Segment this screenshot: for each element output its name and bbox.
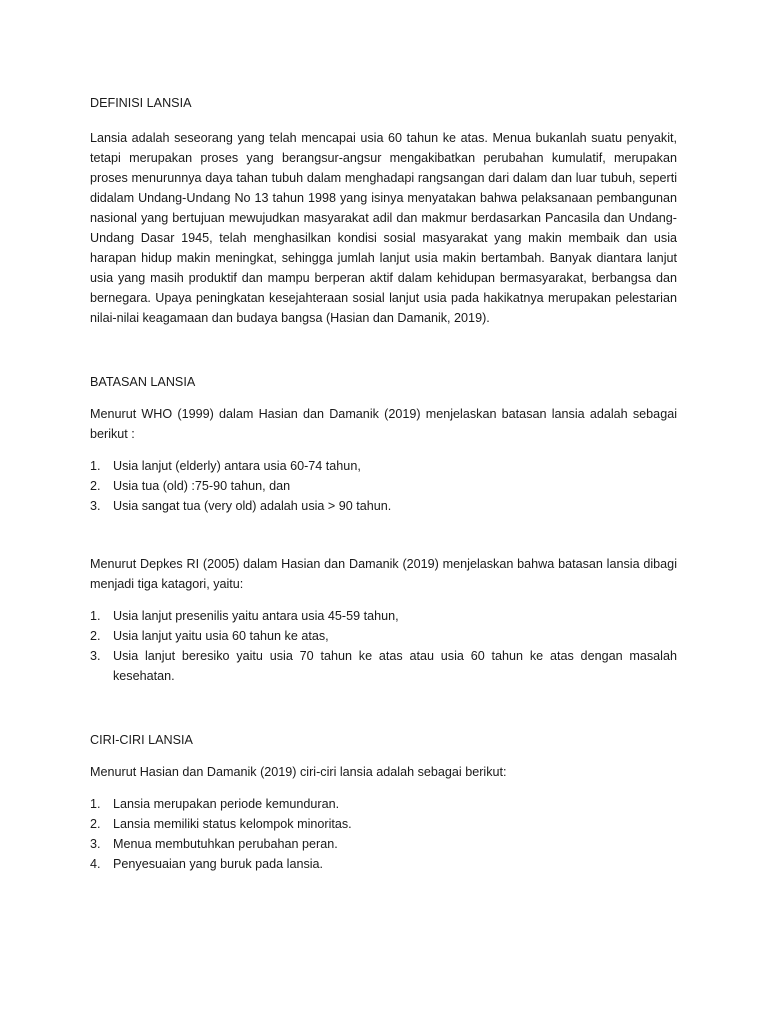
list-number: 4. (90, 857, 101, 871)
list-item (90, 476, 677, 496)
document-page (90, 93, 677, 874)
paragraph-depkes-intro: Menurut Depkes RI (2005) dalam Hasian dan Damanik (2019) menjelaskan bahwa batasan lansia dibagi menjadi tiga katagori, yaitu: (90, 557, 677, 591)
paragraph-definisi: Lansia adalah seseorang yang telah mencapai usia 60 tahun ke atas. Menua bukanlah suatu penyakit, tetapi merupakan proses yang berangsur-angsur mengakibatkan perubahan kumulatif, merupakan proses menurunnya daya tahan tubuh dalam menghadapi rangsangan dari dalam dan luar tubuh, seperti didalam Undang-Undang No 13 tahun 1998 yang isinya menyatakan bahwa pelaksanaan pembangunan nasional yang bertujuan mewujudkan masyarakat adil dan makmur berdasarkan Pancasila dan Undang-Undang Dasar 1945, telah menghasilkan kondisi sosial masyarakat yang makin membaik dan usia harapan hidup makin meningkat, sehingga jumlah lanjut usia makin bertambah. Banyak diantara lanjut usia yang masih produktif dan mampu berperan aktif dalam kehidupan bermasyarakat, berbangsa dan bernegara. Upaya peningkatan kesejahteraan sosial lanjut usia pada hakikatnya merupakan pelestarian nilai-nilai keagamaan dan budaya bangsa (Hasian dan Damanik, 2019). (90, 131, 677, 325)
heading-ciri-ciri-lansia: CIRI-CIRI LANSIA (90, 733, 193, 747)
list-text: Usia lanjut (elderly) antara usia 60-74 tahun, (113, 459, 361, 473)
list-item (90, 496, 677, 516)
list-item (90, 814, 677, 834)
heading-definisi-lansia: DEFINISI LANSIA (90, 96, 192, 110)
heading-batasan-lansia: BATASAN LANSIA (90, 375, 196, 389)
list-who (90, 456, 677, 516)
list-number: 2. (90, 479, 101, 493)
list-text: Menua membutuhkan perubahan peran. (113, 837, 338, 851)
paragraph-who-intro: Menurut WHO (1999) dalam Hasian dan Damanik (2019) menjelaskan batasan lansia adalah sebagai berikut : (90, 407, 677, 441)
list-text: Usia tua (old) :75-90 tahun, dan (113, 479, 291, 493)
list-ciri (90, 794, 677, 874)
list-text: Usia lanjut beresiko yaitu usia 70 tahun ke atas atau usia 60 tahun ke atas dengan masalah kesehatan. (113, 649, 677, 683)
list-text: Penyesuaian yang buruk pada lansia. (113, 857, 324, 871)
list-text: Usia lanjut presenilis yaitu antara usia 45-59 tahun, (113, 609, 399, 623)
list-number: 1. (90, 797, 101, 811)
list-text: Lansia memiliki status kelompok minoritas. (113, 817, 352, 831)
list-number: 3. (90, 837, 101, 851)
list-item (90, 626, 677, 646)
list-text: Usia sangat tua (very old) adalah usia > 90 tahun. (113, 499, 392, 513)
list-number: 2. (90, 629, 101, 643)
list-number: 2. (90, 817, 101, 831)
list-item (90, 834, 677, 854)
paragraph-ciri-intro: Menurut Hasian dan Damanik (2019) ciri-ciri lansia adalah sebagai berikut: (90, 765, 507, 779)
list-item (90, 854, 677, 874)
list-number: 3. (90, 499, 101, 513)
list-item (90, 606, 677, 626)
list-number: 1. (90, 459, 101, 473)
list-item (90, 646, 677, 686)
list-number: 3. (90, 649, 101, 663)
list-item (90, 456, 677, 476)
list-text: Lansia merupakan periode kemunduran. (113, 797, 340, 811)
list-depkes (90, 606, 677, 686)
list-item (90, 794, 677, 814)
list-number: 1. (90, 609, 101, 623)
list-text: Usia lanjut yaitu usia 60 tahun ke atas, (113, 629, 329, 643)
